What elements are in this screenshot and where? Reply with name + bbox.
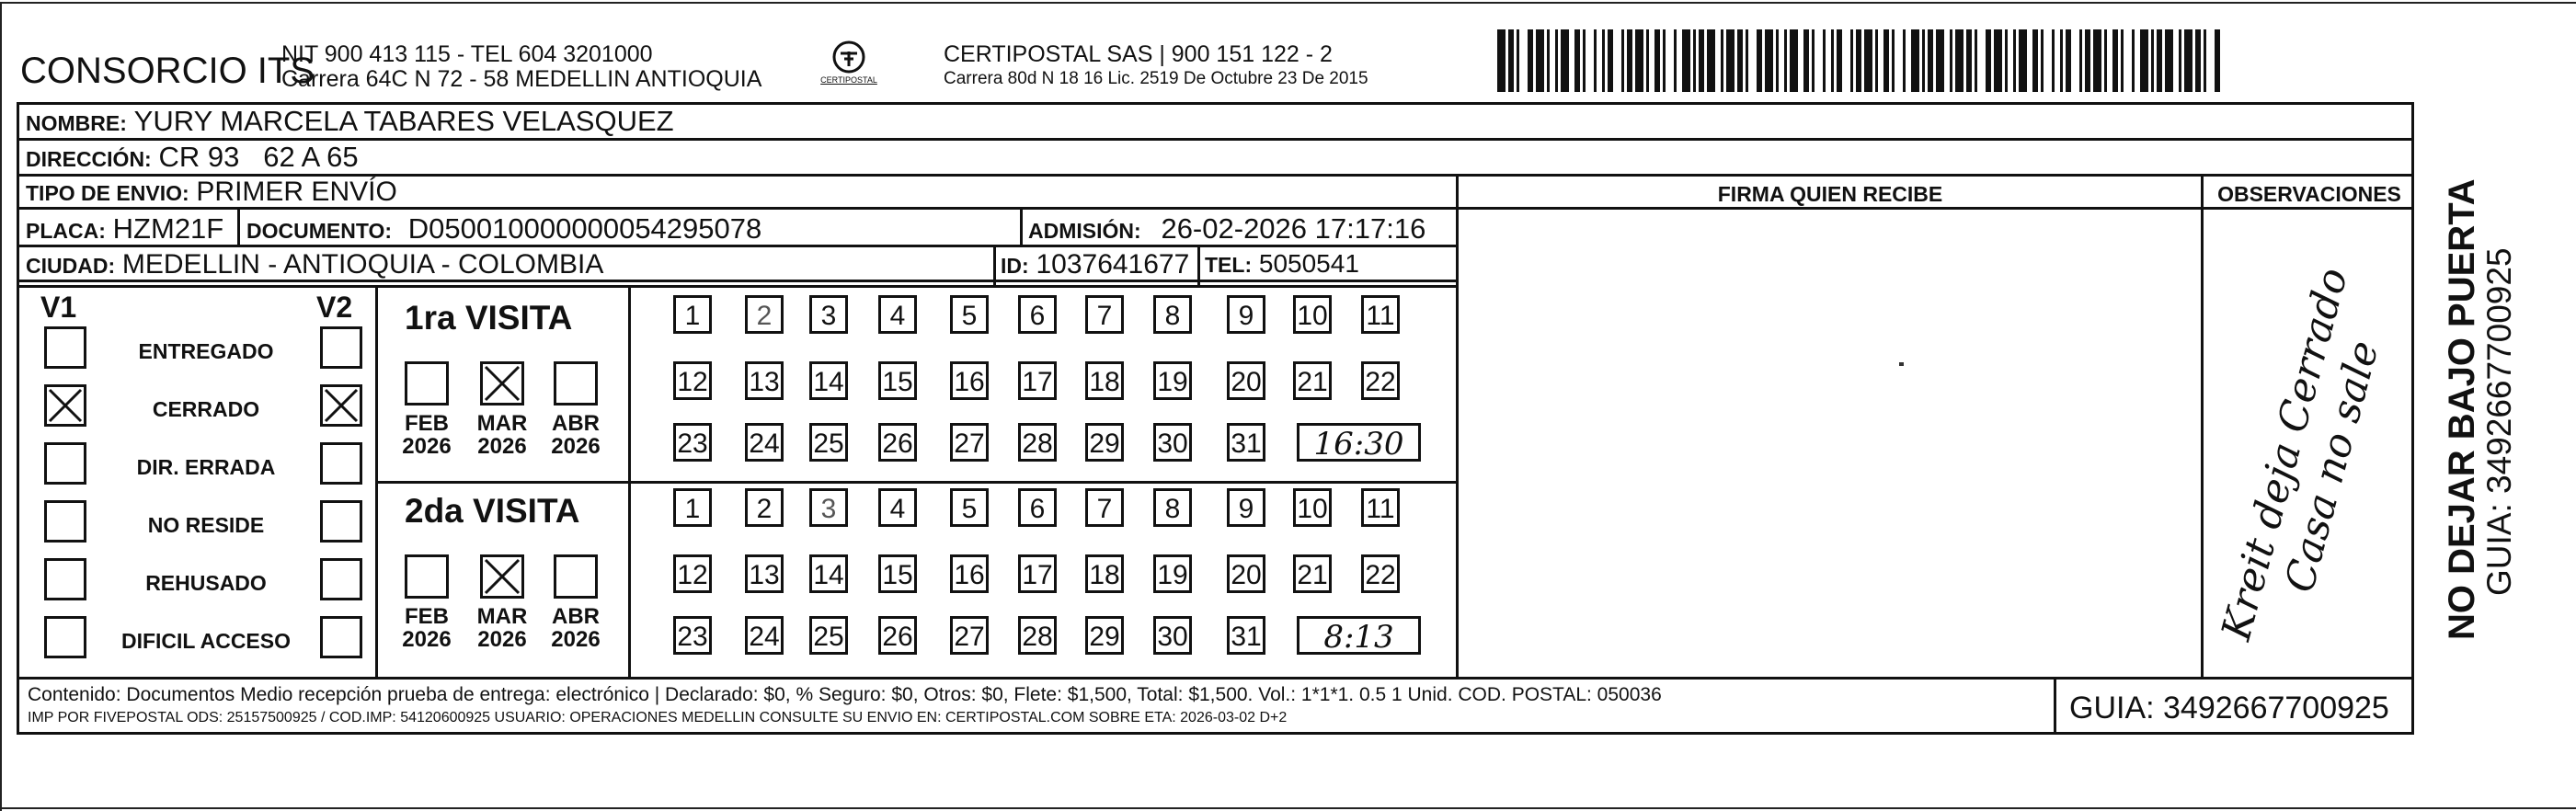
month-checkbox-abr[interactable] <box>554 361 598 406</box>
barcode-bar <box>2079 29 2082 92</box>
month-name: MAR <box>476 411 528 436</box>
barcode-bar <box>1950 29 1952 92</box>
day-box[interactable]: 29 <box>1085 423 1124 462</box>
day-box[interactable]: 8 <box>1153 488 1192 527</box>
day-box[interactable]: 14 <box>809 554 848 593</box>
x-mark-icon <box>323 387 360 424</box>
day-box[interactable]: 1 <box>673 488 712 527</box>
day-box[interactable]: 22 <box>1361 554 1400 593</box>
day-box[interactable]: 12 <box>673 361 712 400</box>
day-box[interactable]: 6 <box>1018 488 1057 527</box>
day-box[interactable]: 5 <box>950 295 989 334</box>
firma-header: FIRMA QUIEN RECIBE <box>1717 182 1943 206</box>
footer-guia: GUIA: 3492667700925 <box>2069 691 2389 725</box>
barcode-bar <box>1776 29 1779 92</box>
month-name: ABR <box>552 604 600 629</box>
day-box[interactable]: 10 <box>1293 295 1332 334</box>
day-box[interactable]: 11 <box>1361 488 1400 527</box>
status-label: REHUSADO <box>145 571 267 595</box>
barcode-bar <box>1602 29 1605 92</box>
barcode-bar <box>2151 29 2154 92</box>
month-name: MAR <box>476 604 528 629</box>
v1-header: V1 <box>40 291 77 324</box>
courier-name-line: CERTIPOSTAL SAS | 900 151 122 - 2 <box>944 41 1333 67</box>
barcode-bar <box>1812 29 1815 92</box>
barcode-bar <box>1608 29 1613 92</box>
barcode-bar <box>1528 29 1533 92</box>
barcode-bar <box>1823 29 1826 92</box>
day-box[interactable]: 7 <box>1085 488 1124 527</box>
day-box[interactable]: 21 <box>1293 361 1332 400</box>
day-box[interactable]: 3 <box>809 488 848 527</box>
barcode-bar <box>1721 29 1723 92</box>
day-box[interactable]: 28 <box>1018 616 1057 655</box>
barcode-bar <box>1726 29 1735 92</box>
barcode-bar <box>1765 29 1773 92</box>
tipo-envio-label: TIPO DE ENVIO: <box>26 181 189 205</box>
v1-checkbox[interactable] <box>44 326 86 369</box>
barcode-bar <box>2165 29 2173 92</box>
direccion-field <box>26 143 359 171</box>
month-name: FEB <box>405 411 449 436</box>
v2-checkbox[interactable] <box>320 558 362 600</box>
barcode-bar <box>1737 29 1743 92</box>
day-box[interactable]: 16 <box>950 361 989 400</box>
day-box[interactable]: 12 <box>673 554 712 593</box>
v2-checkbox[interactable] <box>320 616 362 658</box>
barcode-bar <box>2032 29 2038 92</box>
barcode-bar <box>2066 29 2071 92</box>
day-box[interactable]: 15 <box>878 361 917 400</box>
status-label: DIR. ERRADA <box>136 455 276 479</box>
v1-checkbox[interactable] <box>44 500 86 543</box>
month-year: 2026 <box>551 627 601 653</box>
side-guia: GUIA: 3492667700925 <box>2480 247 2518 596</box>
observation-note: Kreit deja Cerrado Casa no sale <box>2213 263 2388 645</box>
tel-field <box>1205 251 1359 277</box>
id-value: 1037641677 <box>1036 249 1190 280</box>
barcode-bar <box>1547 29 1550 92</box>
day-box[interactable]: 25 <box>809 423 848 462</box>
id-label: ID: <box>1001 254 1029 278</box>
barcode-bar <box>2019 29 2027 92</box>
barcode-bar <box>1922 29 1925 92</box>
barcode-bar <box>1883 29 1889 92</box>
day-box[interactable]: 9 <box>1227 295 1265 334</box>
day-box[interactable]: 27 <box>950 616 989 655</box>
barcode-bar <box>2132 29 2135 92</box>
day-box[interactable]: 19 <box>1153 361 1192 400</box>
barcode-bar <box>2112 29 2118 92</box>
barcode-bar <box>1654 29 1660 92</box>
barcode-bar <box>1574 29 1580 92</box>
day-box[interactable]: 3 <box>809 295 848 334</box>
barcode-bar <box>2215 29 2220 92</box>
barcode-bar <box>1803 29 1809 92</box>
v2-checkbox[interactable] <box>320 442 362 485</box>
barcode <box>1497 29 2224 92</box>
v1-checkbox[interactable] <box>44 384 86 427</box>
barcode-bar <box>2195 29 2201 92</box>
barcode-bar <box>1583 29 1586 92</box>
month-label <box>548 412 603 458</box>
month-label <box>548 605 603 651</box>
v1-checkbox[interactable] <box>44 616 86 658</box>
day-box[interactable]: 13 <box>745 554 784 593</box>
barcode-bar <box>1627 29 1632 92</box>
footer-print-line: IMP POR FIVEPOSTAL ODS: 25157500925 / COD.IMP: 54120600925 USUARIO: OPERACIONES MEDELLIN CONSULTE SU ENVIO EN: CERTIPOSTAL.COM SOBRE ETA: 2026-03-02 D+2 <box>28 710 1288 725</box>
placa-field <box>26 214 223 243</box>
id-field <box>1001 251 1189 279</box>
day-box[interactable]: 28 <box>1018 423 1057 462</box>
barcode-bar <box>1875 29 1878 92</box>
day-box[interactable]: 20 <box>1227 554 1265 593</box>
day-box[interactable]: 4 <box>878 488 917 527</box>
visit2-title: 2da VISITA <box>405 492 580 530</box>
v1-checkbox[interactable] <box>44 558 86 600</box>
barcode-bar <box>1594 29 1597 92</box>
day-box[interactable]: 2 <box>745 295 784 334</box>
tel-label: TEL: <box>1205 253 1253 277</box>
courier-license-line: Carrera 80d N 18 16 Lic. 2519 De Octubre 23 De 2015 <box>944 69 1368 88</box>
sender-address-line: Carrera 64C N 72 - 58 MEDELLIN ANTIOQUIA <box>281 66 762 92</box>
barcode-bar <box>1508 29 1514 92</box>
barcode-bar <box>1517 29 1519 92</box>
day-box[interactable]: 26 <box>878 423 917 462</box>
barcode-bar <box>2060 29 2063 92</box>
barcode-bar <box>2085 29 2090 92</box>
month-checkbox-mar[interactable] <box>480 554 524 599</box>
day-box[interactable]: 7 <box>1085 295 1124 334</box>
v2-checkbox[interactable] <box>320 326 362 369</box>
day-box[interactable]: 16 <box>950 554 989 593</box>
month-checkbox-abr[interactable] <box>554 554 598 599</box>
day-box[interactable]: 26 <box>878 616 917 655</box>
barcode-bar <box>1497 29 1506 92</box>
day-box[interactable]: 23 <box>673 616 712 655</box>
day-box[interactable]: 27 <box>950 423 989 462</box>
direccion-value: CR 93 62 A 65 <box>158 141 359 173</box>
day-box[interactable]: 13 <box>745 361 784 400</box>
barcode-bar <box>1856 29 1861 92</box>
barcode-bar <box>1975 29 1977 92</box>
day-box[interactable]: 31 <box>1227 423 1265 462</box>
barcode-bar <box>2013 29 2016 92</box>
barcode-bar <box>1790 29 1798 92</box>
visit1-title: 1ra VISITA <box>405 299 573 337</box>
barcode-bar <box>2157 29 2162 92</box>
v2-header: V2 <box>316 291 353 324</box>
barcode-bar <box>1693 29 1696 92</box>
nombre-field <box>26 107 674 135</box>
ciudad-field <box>26 251 603 279</box>
barcode-bar <box>2104 29 2107 92</box>
day-box[interactable]: 23 <box>673 423 712 462</box>
x-mark-icon <box>47 387 84 424</box>
barcode-bar <box>1928 29 1933 92</box>
status-label: CERRADO <box>152 397 260 421</box>
barcode-bar <box>1911 29 1919 92</box>
month-name: FEB <box>405 604 449 629</box>
tipo-envio-value: PRIMER ENVÍO <box>196 177 397 207</box>
barcode-bar <box>2093 29 2101 92</box>
status-label: NO RESIDE <box>147 513 265 537</box>
certipostal-logo-text: CERTIPOSTAL <box>820 75 877 85</box>
barcode-bar <box>1936 29 1944 92</box>
barcode-bar <box>1707 29 1715 92</box>
barcode-bar <box>1635 29 1643 92</box>
day-box[interactable]: 21 <box>1293 554 1332 593</box>
day-box[interactable]: 2 <box>745 488 784 527</box>
v1-checkbox[interactable] <box>44 442 86 485</box>
day-box[interactable]: 9 <box>1227 488 1265 527</box>
month-label <box>399 605 454 651</box>
day-box[interactable]: 17 <box>1018 554 1057 593</box>
x-mark-icon <box>483 557 521 596</box>
barcode-bar <box>1699 29 1704 92</box>
day-box[interactable]: 1 <box>673 295 712 334</box>
barcode-bar <box>2052 29 2055 92</box>
barcode-bar <box>1682 29 1690 92</box>
barcode-bar <box>1536 29 1544 92</box>
time-box[interactable] <box>1297 616 1421 655</box>
admision-field <box>1028 214 1425 243</box>
admision-value: 26-02-2026 17:17:16 <box>1161 212 1426 245</box>
month-year: 2026 <box>402 434 452 460</box>
barcode-bar <box>1746 29 1748 92</box>
ciudad-value: MEDELLIN - ANTIOQUIA - COLOMBIA <box>121 249 604 280</box>
day-box[interactable]: 25 <box>809 616 848 655</box>
month-checkbox-feb[interactable] <box>405 361 449 406</box>
day-box[interactable]: 19 <box>1153 554 1192 593</box>
day-box[interactable]: 11 <box>1361 295 1400 334</box>
day-box[interactable]: 5 <box>950 488 989 527</box>
certipostal-logo <box>817 39 881 94</box>
month-label <box>475 412 530 458</box>
direccion-label: DIRECCIÓN: <box>26 147 152 171</box>
barcode-bar <box>1994 29 2002 92</box>
x-mark-icon <box>483 364 521 403</box>
day-box[interactable]: 29 <box>1085 616 1124 655</box>
v2-checkbox[interactable] <box>320 500 362 543</box>
barcode-bar <box>1663 29 1666 92</box>
barcode-bar <box>1555 29 1558 92</box>
barcode-bar <box>1986 29 1991 92</box>
day-box[interactable]: 18 <box>1085 361 1124 400</box>
day-box[interactable]: 20 <box>1227 361 1265 400</box>
day-box[interactable]: 6 <box>1018 295 1057 334</box>
sender-company: CONSORCIO ITS <box>20 51 315 91</box>
day-box[interactable]: 22 <box>1361 361 1400 400</box>
certipostal-logo-icon <box>817 39 881 94</box>
signature-stray-mark <box>1899 362 1904 366</box>
barcode-bar <box>1621 29 1624 92</box>
ciudad-label: CIUDAD: <box>26 254 116 278</box>
barcode-bar <box>2204 29 2206 92</box>
status-label: DIFICIL ACCESO <box>120 629 291 653</box>
day-box[interactable]: 31 <box>1227 616 1265 655</box>
documento-field <box>246 214 761 243</box>
sender-nit-line: NIT 900 413 115 - TEL 604 3201000 <box>281 41 653 67</box>
barcode-bar <box>1831 29 1834 92</box>
time-handwritten: 8:13 <box>1323 619 1394 656</box>
barcode-bar <box>2041 29 2044 92</box>
day-box[interactable]: 14 <box>809 361 848 400</box>
day-box[interactable]: 24 <box>745 616 784 655</box>
placa-label: PLACA: <box>26 219 106 243</box>
day-box[interactable]: 17 <box>1018 361 1057 400</box>
barcode-bar <box>1966 29 1972 92</box>
month-label <box>399 412 454 458</box>
barcode-bar <box>1646 29 1649 92</box>
barcode-bar <box>1784 29 1787 92</box>
status-label: ENTREGADO <box>138 339 274 363</box>
footer-contents-line: Contenido: Documentos Medio recepción prueba de entrega: electrónico | Declarado: $0, % Seguro: $0, Otros: $0, Flete: $1,500, Total: $1,500. Vol.: 1*1*1. 0.5 1 Unid. COD. POSTAL: 050036 <box>28 684 1662 705</box>
placa-value: HZM21F <box>112 212 224 245</box>
day-box[interactable]: 10 <box>1293 488 1332 527</box>
barcode-bar <box>1955 29 1963 92</box>
observation-handwriting <box>2204 210 2414 677</box>
barcode-bar <box>1674 29 1677 92</box>
barcode-bar <box>2179 29 2181 92</box>
nombre-value: YURY MARCELA TABARES VELASQUEZ <box>133 105 674 137</box>
barcode-bar <box>1864 29 1872 92</box>
day-box[interactable]: 30 <box>1153 616 1192 655</box>
day-box[interactable]: 4 <box>878 295 917 334</box>
day-box[interactable]: 24 <box>745 423 784 462</box>
month-year: 2026 <box>477 627 527 653</box>
barcode-bar <box>1892 29 1895 92</box>
tipo-envio-field <box>26 178 397 206</box>
tel-value: 5050541 <box>1258 249 1359 278</box>
nombre-label: NOMBRE: <box>26 111 127 135</box>
documento-label: DOCUMENTO: <box>246 219 393 243</box>
barcode-bar <box>2005 29 2008 92</box>
barcode-bar <box>2121 29 2124 92</box>
barcode-bar <box>1850 29 1853 92</box>
barcode-bar <box>2184 29 2192 92</box>
documento-value: D050010000000054295078 <box>407 212 762 245</box>
time-handwritten: 16:30 <box>1313 426 1404 463</box>
barcode-bar <box>1561 29 1569 92</box>
side-warning: NO DEJAR BAJO PUERTA <box>2442 178 2482 640</box>
barcode-bar <box>2140 29 2148 92</box>
month-year: 2026 <box>551 434 601 460</box>
month-checkbox-feb[interactable] <box>405 554 449 599</box>
barcode-bar <box>1837 29 1842 92</box>
month-year: 2026 <box>477 434 527 460</box>
admision-label: ADMISIÓN: <box>1028 219 1141 243</box>
barcode-bar <box>1757 29 1762 92</box>
day-box[interactable]: 18 <box>1085 554 1124 593</box>
barcode-bar <box>1903 29 1906 92</box>
v2-checkbox[interactable] <box>320 384 362 427</box>
observaciones-header: OBSERVACIONES <box>2217 182 2401 206</box>
month-name: ABR <box>552 411 600 436</box>
time-box[interactable] <box>1297 423 1421 462</box>
month-year: 2026 <box>402 627 452 653</box>
month-label <box>475 605 530 651</box>
day-box[interactable]: 30 <box>1153 423 1192 462</box>
day-box[interactable]: 15 <box>878 554 917 593</box>
month-checkbox-mar[interactable] <box>480 361 524 406</box>
day-box[interactable]: 8 <box>1153 295 1192 334</box>
